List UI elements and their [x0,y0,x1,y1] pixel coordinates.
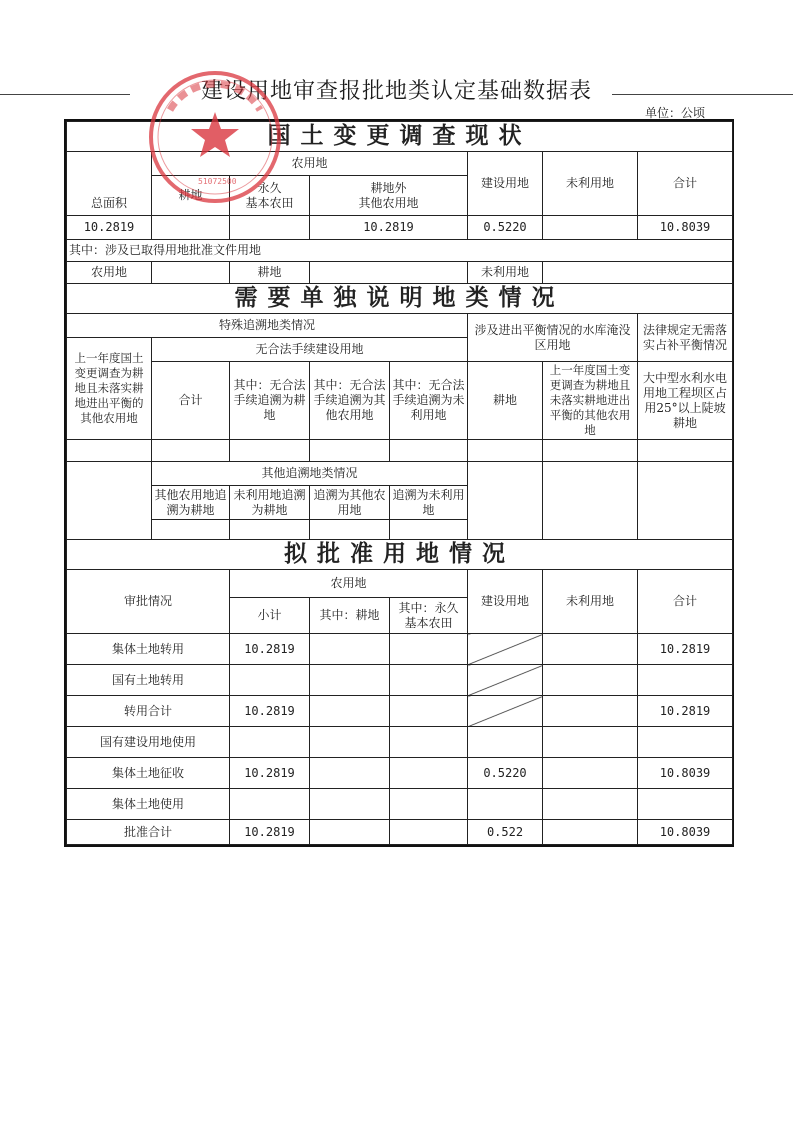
approval-row [67,789,733,820]
approval-row-cultivated [310,696,390,727]
approved-unused-value [543,262,733,284]
approval-row-total: 10.8039 [638,820,733,845]
approval-row-unused [543,696,638,727]
approval-row-total [638,665,733,696]
approval-row-construction [468,789,543,820]
header-illegal-subtotal: 合计 [152,362,230,440]
header-construction: 建设用地 [468,152,543,216]
approved-cultivated-label: 耕地 [230,262,310,284]
approval-row-cultivated [310,820,390,845]
header-unused: 未利用地 [543,152,638,216]
approved-farm-value [152,262,230,284]
header-special-trace: 特殊追溯地类情况 [67,314,468,338]
header-illegal-construction: 无合法手续建设用地 [152,338,468,362]
header-other-farm: 耕地外 其他农用地 [310,176,468,216]
approval-row [67,727,733,758]
approval-row-construction [468,696,543,727]
header-other-trace: 其他追溯地类情况 [152,462,468,486]
header-large-hydro: 大中型水利水电用地工程坝区占用25°以上陡坡耕地 [638,362,733,440]
approval-row-total [638,727,733,758]
special-value-reservoir-last-year [543,440,638,462]
header-farm-land: 农用地 [152,152,468,176]
approval-row-permanent [390,789,468,820]
header-last-year-other: 上一年度国土变更调查为耕地且未落实耕地进出平衡的其他农用地 [67,338,152,440]
header-proposed-permanent: 其中：永久 基本农田 [390,598,468,634]
special-value-reservoir-cultivated [468,440,543,462]
header-trace-to-other-farm: 追溯为其他农用地 [310,486,390,520]
section-heading-current: 国土变更调查现状 [67,122,733,152]
approval-row-subtotal: 10.2819 [230,758,310,789]
approval-row-construction [468,727,543,758]
special-value-subtotal [152,440,230,462]
approval-row-total: 10.8039 [638,758,733,789]
other-trace-value-1 [152,520,230,540]
header-cultivated: 耕地 [152,176,230,216]
approval-row-unused [543,820,638,845]
other-trace-reservoir-cultivated [468,462,543,540]
approval-row-unused [543,727,638,758]
approval-row-label: 集体土地转用 [67,634,230,665]
other-trace-value-4 [390,520,468,540]
cell-cultivated [152,216,230,240]
approval-row-unused [543,789,638,820]
approval-row-permanent [390,727,468,758]
official-seal-stamp [140,62,290,212]
header-illegal-unused: 其中：无合法手续追溯为未利用地 [390,362,468,440]
header-reservoir-last-year: 上一年度国土变更调查为耕地且未落实耕地进出平衡的其他农用地 [543,362,638,440]
approved-farm-label: 农用地 [67,262,152,284]
approval-row-label: 集体土地征收 [67,758,230,789]
approval-row-construction [468,665,543,696]
approval-row-permanent [390,696,468,727]
cell-other-farm: 10.2819 [310,216,468,240]
approval-row-construction: 0.522 [468,820,543,845]
approval-row-permanent [390,820,468,845]
header-reservoir: 涉及进出平衡情况的水库淹没区用地 [468,314,638,362]
header-illegal-other-farm: 其中：无合法手续追溯为其他农用地 [310,362,390,440]
header-proposed-subtotal: 小计 [230,598,310,634]
approved-unused-label: 未利用地 [468,262,543,284]
header-approval: 审批情况 [67,570,230,634]
cell-total: 10.8039 [638,216,733,240]
other-trace-reservoir-last-year [543,462,638,540]
header-other-farm-to-cultivated: 其他农用地追溯为耕地 [152,486,230,520]
header-legal-exempt: 法律规定无需落实占补平衡情况 [638,314,733,362]
approval-row-construction: 0.5220 [468,758,543,789]
header-reservoir-cultivated: 耕地 [468,362,543,440]
approval-row-cultivated [310,727,390,758]
approval-rows [66,633,733,845]
approval-row-permanent [390,634,468,665]
header-proposed-cultivated: 其中：耕地 [310,598,390,634]
approval-row [67,634,733,665]
data-table [64,119,734,847]
approval-row-total: 10.2819 [638,696,733,727]
approval-row-subtotal: 10.2819 [230,820,310,845]
special-value-unused [390,440,468,462]
approval-row-unused [543,634,638,665]
cell-unused [543,216,638,240]
special-value-other-farm [310,440,390,462]
special-value-cultivated [230,440,310,462]
approval-row-permanent [390,665,468,696]
approval-row-cultivated [310,758,390,789]
approval-row-subtotal: 10.2819 [230,696,310,727]
special-value-last-year [67,440,152,462]
cell-construction: 0.5220 [468,216,543,240]
header-unused-to-cultivated: 未利用地追溯为耕地 [230,486,310,520]
approval-row-subtotal [230,727,310,758]
header-trace-to-unused: 追溯为未利用地 [390,486,468,520]
approval-row-label: 国有土地转用 [67,665,230,696]
approval-row [67,665,733,696]
approved-note: 其中：涉及已取得用地批准文件用地 [67,240,733,262]
approval-row-cultivated [310,789,390,820]
approval-row [67,696,733,727]
section-heading-special: 需要单独说明地类情况 [67,284,733,314]
approval-row-total [638,789,733,820]
approval-row-unused [543,758,638,789]
approval-row [67,820,733,845]
approval-row-unused [543,665,638,696]
approval-row-label: 集体土地使用 [67,789,230,820]
approval-row-label: 国有建设用地使用 [67,727,230,758]
cell-total-area: 10.2819 [67,216,152,240]
approval-row-subtotal [230,789,310,820]
approval-row-subtotal [230,665,310,696]
cell-permanent-basic [230,216,310,240]
page-title: 建设用地审查报批地类认定基础数据表 [200,79,592,104]
unit-label: 单位：公顷 [645,106,706,120]
approval-row-permanent [390,758,468,789]
header-total: 合计 [638,152,733,216]
approval-row-total: 10.2819 [638,634,733,665]
approval-row-label: 批准合计 [67,820,230,845]
special-value-large-hydro [638,440,733,462]
approval-row-subtotal: 10.2819 [230,634,310,665]
header-proposed-farm: 农用地 [230,570,468,598]
seal-code: 51072500 [198,177,237,186]
other-trace-blank [67,462,152,540]
approval-row-cultivated [310,634,390,665]
header-permanent-basic: 永久 基本农田 [230,176,310,216]
title-rule-right [612,94,793,95]
title-rule-left [0,94,130,95]
header-proposed-construction: 建设用地 [468,570,543,634]
approval-row-label: 转用合计 [67,696,230,727]
approval-row [67,758,733,789]
approval-row-cultivated [310,665,390,696]
section-heading-proposed: 拟批准用地情况 [67,540,733,570]
header-illegal-cultivated: 其中：无合法手续追溯为耕地 [230,362,310,440]
approval-row-construction [468,634,543,665]
other-trace-value-3 [310,520,390,540]
other-trace-large-hydro [638,462,733,540]
approved-cultivated-value [310,262,468,284]
header-total-area: 总面积 [67,152,152,216]
header-proposed-unused: 未利用地 [543,570,638,634]
header-proposed-total: 合计 [638,570,733,634]
other-trace-value-2 [230,520,310,540]
